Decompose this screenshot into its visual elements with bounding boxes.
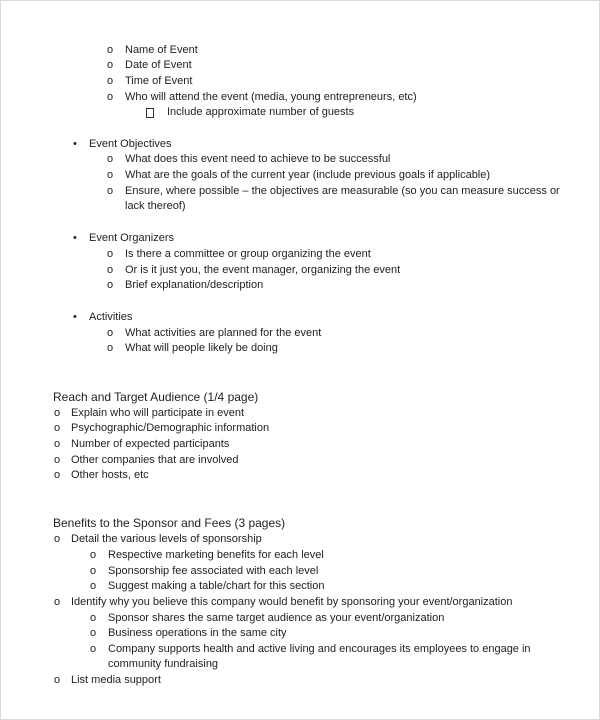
- bullet-icon: •: [73, 232, 77, 244]
- circle-bullet-icon: o: [54, 674, 61, 686]
- section-title-organizers: Event Organizers: [89, 232, 174, 244]
- bullet-icon: •: [73, 138, 77, 150]
- circle-bullet-icon: o: [107, 342, 114, 354]
- list-item: Who will attend the event (media, young entrepreneurs, etc): [125, 91, 417, 103]
- circle-bullet-icon: o: [90, 565, 97, 577]
- circle-bullet-icon: o: [54, 596, 61, 608]
- circle-bullet-icon: o: [107, 264, 114, 276]
- circle-bullet-icon: o: [54, 422, 61, 434]
- reach-heading: Reach and Target Audience (1/4 page): [53, 390, 259, 404]
- list-item: Identify why you believe this company would benefit by sponsoring your event/organization: [71, 596, 513, 608]
- section-title-activities: Activities: [89, 311, 133, 323]
- circle-bullet-icon: o: [107, 91, 114, 103]
- list-item: Date of Event: [125, 59, 192, 71]
- list-item: Business operations in the same city: [108, 627, 287, 639]
- circle-bullet-icon: o: [54, 454, 61, 466]
- circle-bullet-icon: o: [107, 153, 114, 165]
- list-item: Other hosts, etc: [71, 469, 149, 481]
- circle-bullet-icon: o: [54, 533, 61, 545]
- circle-bullet-icon: o: [107, 59, 114, 71]
- circle-bullet-icon: o: [107, 169, 114, 181]
- benefits-heading: Benefits to the Sponsor and Fees (3 pages): [53, 516, 286, 530]
- list-item: Or is it just you, the event manager, organizing the event: [125, 264, 401, 276]
- list-item: What activities are planned for the event: [125, 327, 322, 339]
- list-item: List media support: [71, 674, 161, 686]
- list-item: Number of expected participants: [71, 438, 230, 450]
- circle-bullet-icon: o: [90, 549, 97, 561]
- circle-bullet-icon: o: [90, 580, 97, 592]
- list-item: Ensure, where possible – the objectives are measurable (so you can measure success or lack thereof): [125, 185, 560, 212]
- list-item: Company supports health and active living and encourages its employees to engage in community fundraising: [108, 643, 531, 670]
- list-item: Brief explanation/description: [125, 279, 264, 291]
- list-item: Suggest making a table/chart for this section: [108, 580, 325, 592]
- circle-bullet-icon: o: [54, 438, 61, 450]
- list-item: Include approximate number of guests: [167, 106, 355, 118]
- circle-bullet-icon: o: [54, 469, 61, 481]
- circle-bullet-icon: o: [107, 327, 114, 339]
- list-item: Psychographic/Demographic information: [71, 422, 270, 434]
- list-item: Other companies that are involved: [71, 454, 239, 466]
- circle-bullet-icon: o: [90, 643, 97, 655]
- circle-bullet-icon: o: [90, 627, 97, 639]
- section-title-objectives: Event Objectives: [89, 138, 172, 150]
- circle-bullet-icon: o: [90, 612, 97, 624]
- list-item: Time of Event: [125, 75, 193, 87]
- list-item: Explain who will participate in event: [71, 407, 245, 419]
- list-item: Sponsor shares the same target audience as your event/organization: [108, 612, 445, 624]
- list-item: Name of Event: [125, 44, 198, 56]
- list-item: Is there a committee or group organizing the event: [125, 248, 371, 260]
- circle-bullet-icon: o: [107, 185, 114, 197]
- list-item: Detail the various levels of sponsorship: [71, 533, 262, 545]
- circle-bullet-icon: o: [54, 407, 61, 419]
- list-item: Sponsorship fee associated with each level: [108, 565, 319, 577]
- list-item: What are the goals of the current year (include previous goals if applicable): [125, 169, 491, 181]
- circle-bullet-icon: o: [107, 248, 114, 260]
- circle-bullet-icon: o: [107, 75, 114, 87]
- circle-bullet-icon: o: [107, 44, 114, 56]
- list-item: What does this event need to achieve to be successful: [125, 153, 391, 165]
- square-bullet-icon: [146, 108, 154, 118]
- bullet-icon: •: [73, 311, 77, 323]
- list-item: Respective marketing benefits for each level: [108, 549, 324, 561]
- list-item: What will people likely be doing: [125, 342, 278, 354]
- circle-bullet-icon: o: [107, 279, 114, 291]
